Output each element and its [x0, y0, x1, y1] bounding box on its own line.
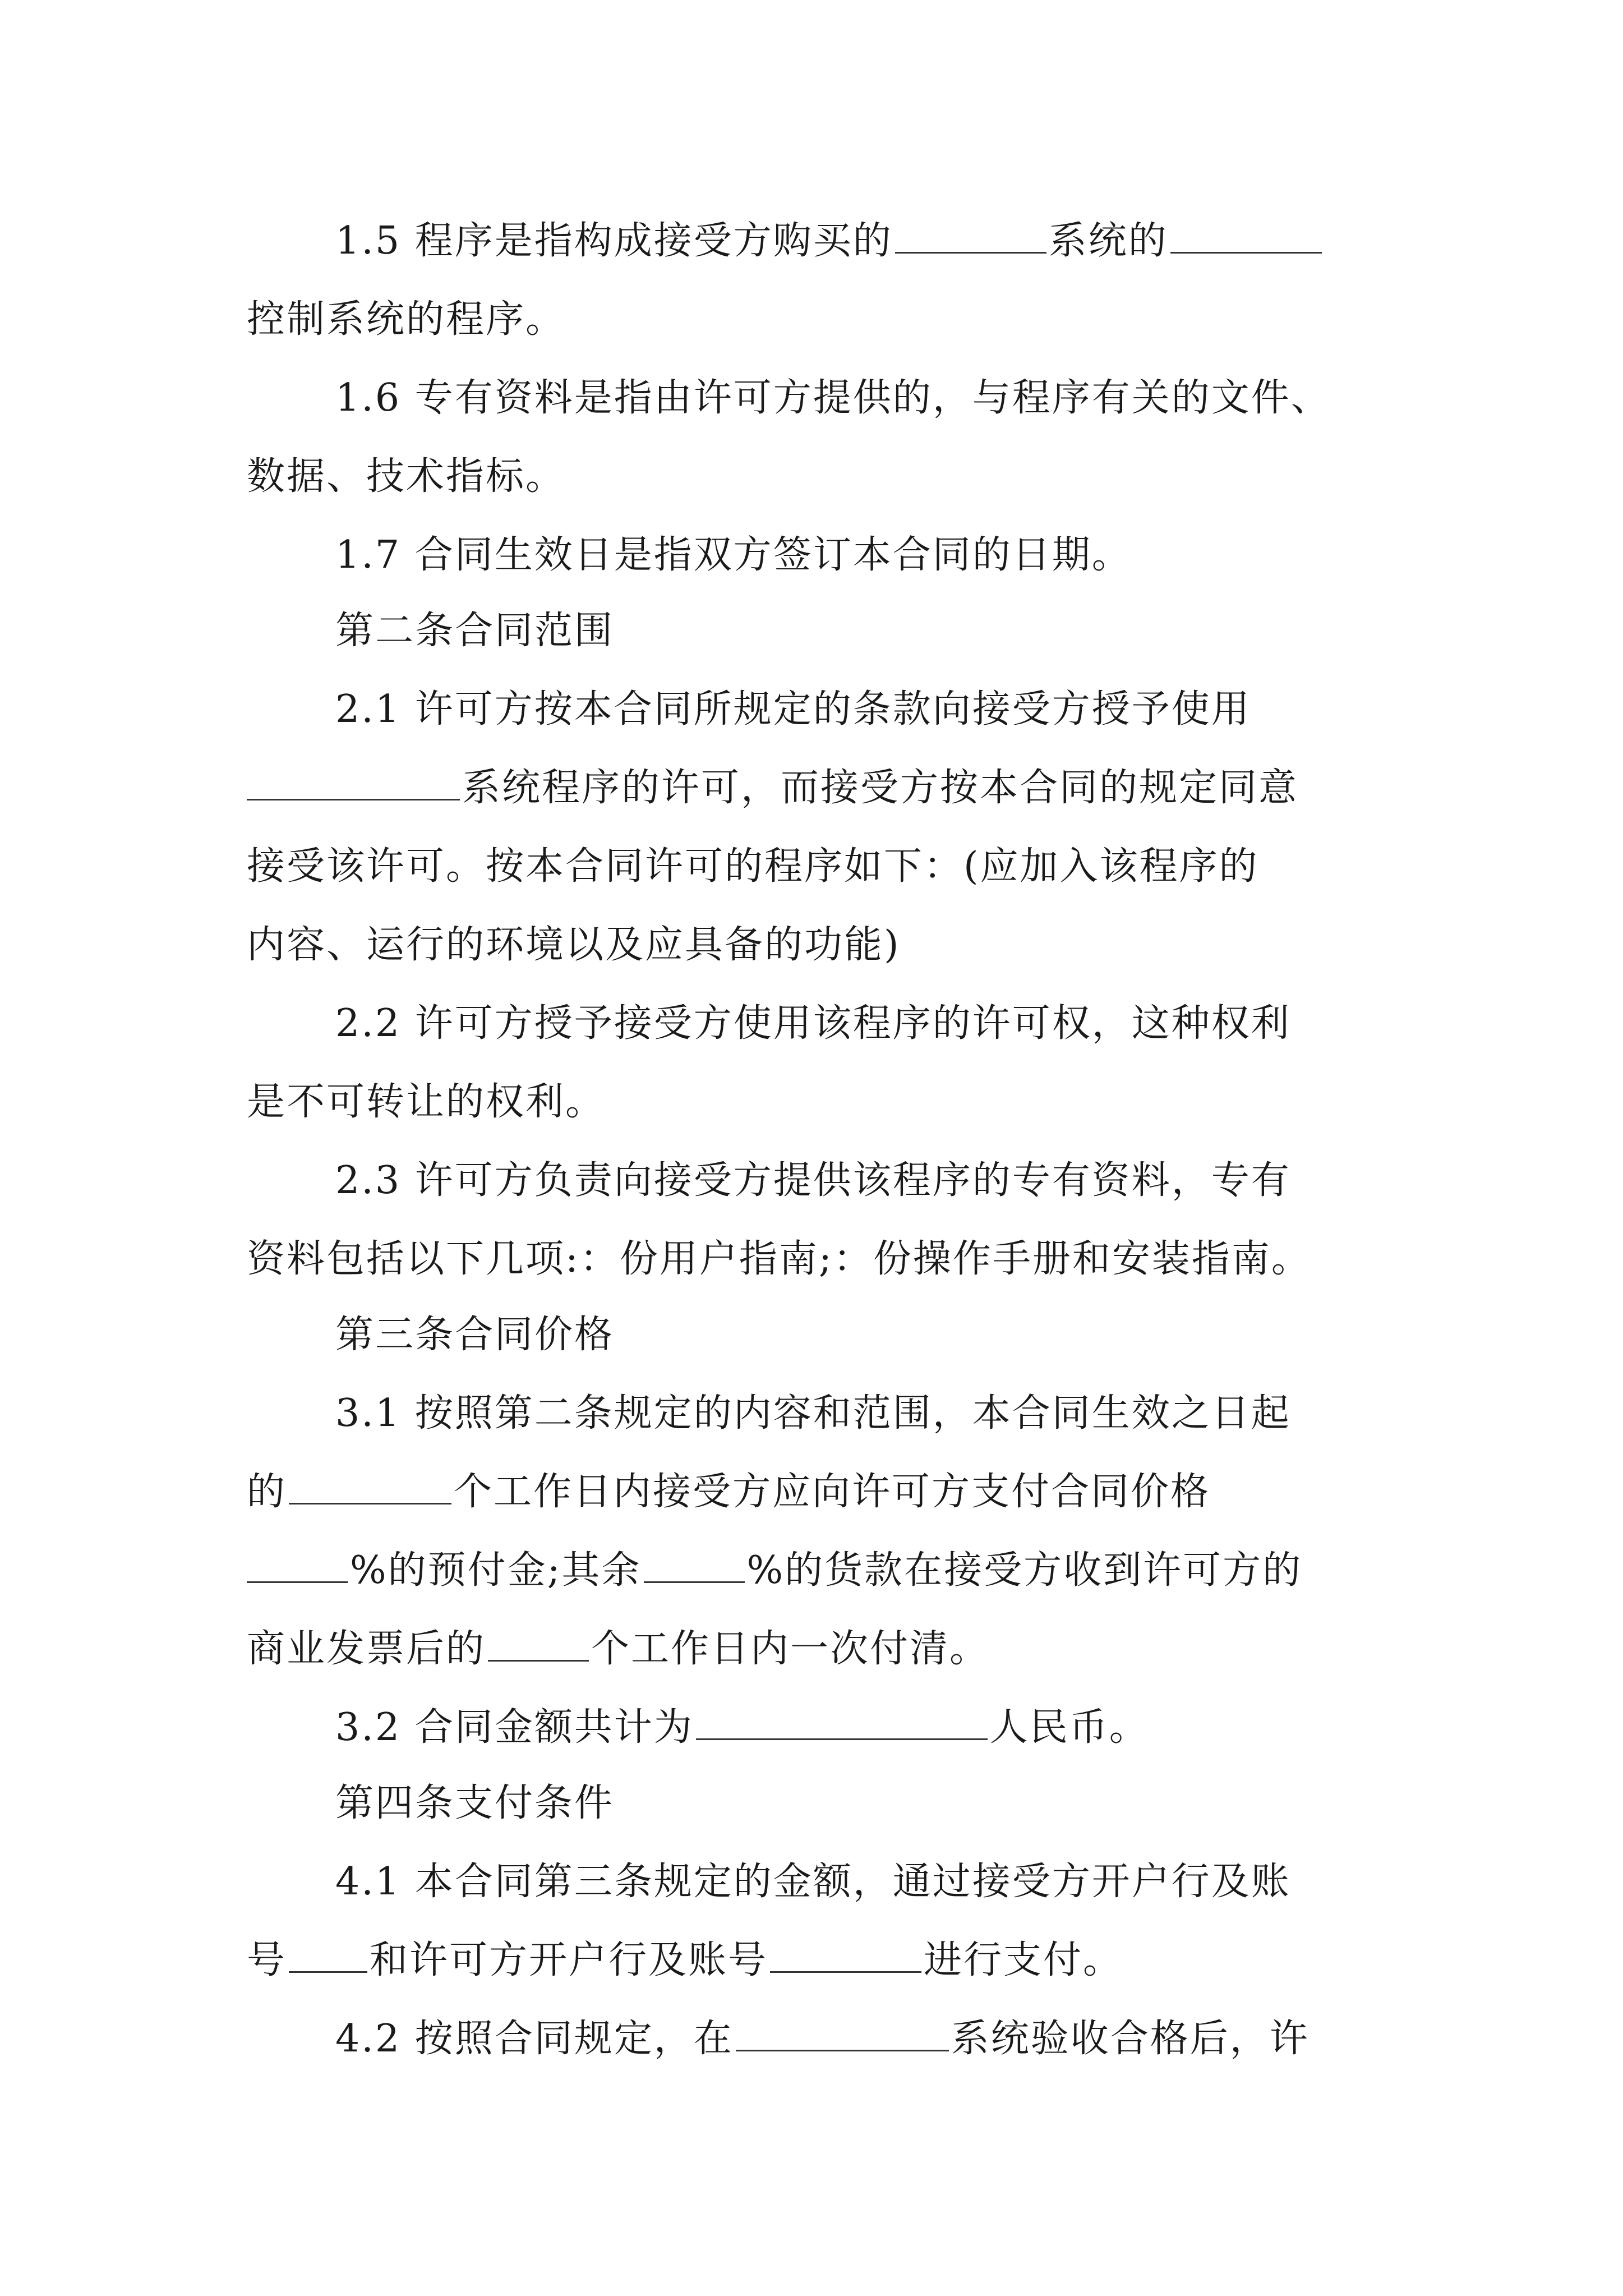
paragraph-line [247, 839, 1259, 895]
paragraph-line [335, 1854, 1291, 1910]
text-run: 系统验收合格后，许 [951, 2017, 1310, 2061]
section-heading [335, 1307, 614, 1363]
paragraph-line [247, 1621, 989, 1677]
text-run: 1.5 程序是指构成接受方购买的 [335, 219, 893, 263]
paragraph-line [335, 1386, 1291, 1442]
paragraph-line [335, 213, 1324, 269]
paragraph-line [247, 1074, 605, 1130]
text-run: 1.6 专有资料是指由许可方提供的，与程序有关的文件、 [335, 376, 1331, 420]
paragraph-line [247, 917, 901, 973]
fill-in-blank [247, 765, 460, 800]
fill-in-blank [895, 218, 1046, 254]
text-run: 内容、运行的环境以及应具备的功能) [247, 923, 901, 967]
paragraph-line [247, 1464, 1210, 1520]
text-run: 号 [247, 1938, 287, 1982]
paragraph-line [335, 2011, 1310, 2067]
paragraph-line [335, 370, 1331, 426]
text-run: 资料包括以下几项:：份用户指南;：份操作手册和安装指南。 [247, 1237, 1311, 1281]
text-run: 的 [247, 1470, 287, 1514]
paragraph-line [247, 1932, 1123, 1989]
text-run: %的预付金;其余 [350, 1548, 642, 1593]
text-run: 控制系统的程序。 [247, 297, 566, 342]
fill-in-blank [488, 1626, 589, 1662]
paragraph-line [247, 1543, 1302, 1599]
paragraph-line [335, 1153, 1291, 1209]
fill-in-blank [696, 1705, 988, 1740]
paragraph-line [335, 527, 1132, 583]
fill-in-blank [289, 1469, 451, 1504]
text-run: 系统的 [1048, 219, 1168, 263]
section-heading [335, 603, 614, 659]
text-run: 4.2 按照合同规定，在 [335, 2017, 734, 2061]
fill-in-blank [644, 1548, 745, 1583]
text-run: 3.1 按照第二条规定的内容和范围，本合同生效之日起 [335, 1391, 1291, 1435]
paragraph-line [335, 1700, 1149, 1756]
text-run: 和许可方开户行及账号 [370, 1938, 768, 1982]
fill-in-blank [289, 1938, 367, 1973]
text-run: 第三条合同价格 [335, 1313, 615, 1357]
text-run: 接受该许可。按本合同许可的程序如下：(应加入该程序的 [247, 844, 1259, 889]
paragraph-line [335, 682, 1251, 738]
text-run: 2.2 许可方授予接受方使用该程序的许可权，这种权利 [335, 1001, 1291, 1046]
text-run: 进行支付。 [924, 1938, 1123, 1982]
paragraph-line [335, 996, 1291, 1052]
paragraph-line [247, 292, 565, 348]
text-run: 数据、技术指标。 [247, 454, 566, 499]
text-run: %的货款在接受方收到许可方的 [746, 1548, 1303, 1593]
text-run: 个工作日内一次付清。 [591, 1627, 990, 1671]
text-run: 人民币。 [989, 1705, 1149, 1750]
fill-in-blank [1170, 218, 1322, 254]
text-run: 3.2 合同金额共计为 [335, 1705, 694, 1750]
text-run: 个工作日内接受方应向许可方支付合同价格 [454, 1470, 1211, 1514]
paragraph-line [247, 449, 565, 505]
text-run: 第二条合同范围 [335, 609, 615, 653]
text-run: 系统程序的许可，而接受方按本合同的规定同意 [462, 766, 1299, 810]
text-run: 2.1 许可方按本合同所规定的条款向接受方授予使用 [335, 687, 1251, 731]
text-run: 1.7 合同生效日是指双方签订本合同的日期。 [335, 533, 1132, 577]
text-run: 商业发票后的 [247, 1627, 486, 1671]
fill-in-blank [247, 1548, 348, 1583]
text-run: 是不可转让的权利。 [247, 1080, 606, 1124]
text-run: 4.1 本合同第三条规定的金额，通过接受方开户行及账 [335, 1860, 1291, 1904]
paragraph-line [247, 1231, 1311, 1287]
text-run: 第四条支付条件 [335, 1781, 615, 1825]
text-run: 2.3 许可方负责向接受方提供该程序的专有资料，专有 [335, 1158, 1291, 1203]
fill-in-blank [770, 1938, 921, 1973]
fill-in-blank [736, 2016, 949, 2051]
section-heading [335, 1775, 614, 1832]
paragraph-line [247, 760, 1298, 816]
